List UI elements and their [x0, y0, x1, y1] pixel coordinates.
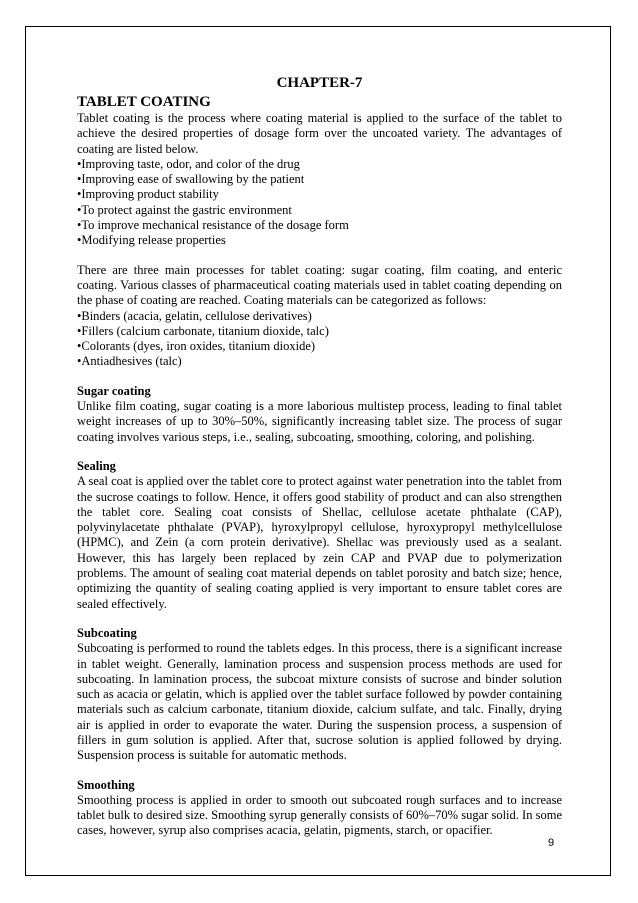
advantages-list	[77, 157, 562, 249]
section-heading-smoothing: Smoothing	[77, 777, 135, 792]
list-item: •Antiadhesives (talc)	[77, 354, 182, 369]
document-title: TABLET COATING	[77, 94, 211, 110]
list-item: •Binders (acacia, gelatin, cellulose derivatives)	[77, 308, 312, 323]
list-item: •Improving taste, odor, and color of the drug	[77, 156, 300, 171]
list-item: •Improving product stability	[77, 187, 219, 202]
section-text-sugar-coating: Unlike film coating, sugar coating is a more laborious multistep process, leading to final tablet weight increases of up to 30%–50%, significantly increasing tablet size. The process of sugar coating involves various steps, i.e., sealing, subcoating, smoothing, coloring, and polishing.	[77, 399, 562, 444]
intro-paragraph: Tablet coating is the process where coating material is applied to the surface of the tablet to achieve the desired properties of dosage form over the uncoated variety. The advantages of coating are listed below.	[77, 111, 562, 156]
materials-list	[77, 309, 562, 370]
list-item: •Modifying release properties	[77, 233, 226, 248]
section-heading-sealing: Sealing	[77, 458, 116, 473]
list-item: •Colorants (dyes, iron oxides, titanium dioxide)	[77, 339, 316, 354]
section-heading-sugar-coating: Sugar coating	[77, 383, 151, 398]
section-text-subcoating: Subcoating is performed to round the tablets edges. In this process, there is a significant increase in tablet weight. Generally, lamination process and suspension process methods are used for subcoating. In lamination process, the subcoat mixture consists of sucrose and binder solution such as acacia or gelatin, which is applied over the tablet surface followed by powder containing materials such as calcium carbonate, titanium dioxide, calcium sulfate, and talc. Finally, drying air is applied in order to evaporate the water. During the suspension process, a suspension of fillers in gum solution is applied. After that, sucrose solution is applied followed by drying. Suspension process is suitable for automatic methods.	[77, 641, 562, 763]
list-item: •Fillers (calcium carbonate, titanium dioxide, talc)	[77, 323, 329, 338]
list-item: •To protect against the gastric environment	[77, 202, 292, 217]
section-text-smoothing: Smoothing process is applied in order to smooth out subcoated rough surfaces and to increase tablet bulk to desired size. Smoothing syrup generally consists of 60%–70% sugar solid. In some cases, however, syrup also comprises acacia, gelatin, pigments, starch, or opacifier.	[77, 792, 562, 838]
list-item: •To improve mechanical resistance of the dosage form	[77, 218, 349, 233]
chapter-heading: CHAPTER-7	[276, 75, 363, 91]
document-body	[77, 74, 562, 839]
page-number: 9	[548, 837, 555, 849]
section-text-sealing: A seal coat is applied over the tablet core to protect against water penetration into the tablet from the sucrose coatings to follow. Hence, it offers good stability of product and can also strengthen the tablet core. Sealing coat consists of Shellac, cellulose acetate phthalate (CAP), polyvinylacetate phthalate (PVAP), hyroxylpropyl cellulose, hyroxypropyl methylcellulose (HPMC), and Zein (a corn protein derivative). Shellac was previously used as a sealant. However, this has largely been replaced by zein CAP and PVAP due to polymerization problems. The amount of sealing coat material depends on tablet porosity and batch size; hence, optimizing the quantity of sealing coating applied is very important to ensure tablet cores are sealed effectively.	[77, 474, 562, 611]
list-item: •Improving ease of swallowing by the patient	[77, 172, 305, 187]
processes-paragraph: There are three main processes for tablet coating: sugar coating, film coating, and enteric coating. Various classes of pharmaceutical coating materials used in tablet coating depending on the phase of coating are reached. Coating materials can be categorized as follows:	[77, 262, 562, 308]
section-heading-subcoating: Subcoating	[77, 625, 137, 640]
